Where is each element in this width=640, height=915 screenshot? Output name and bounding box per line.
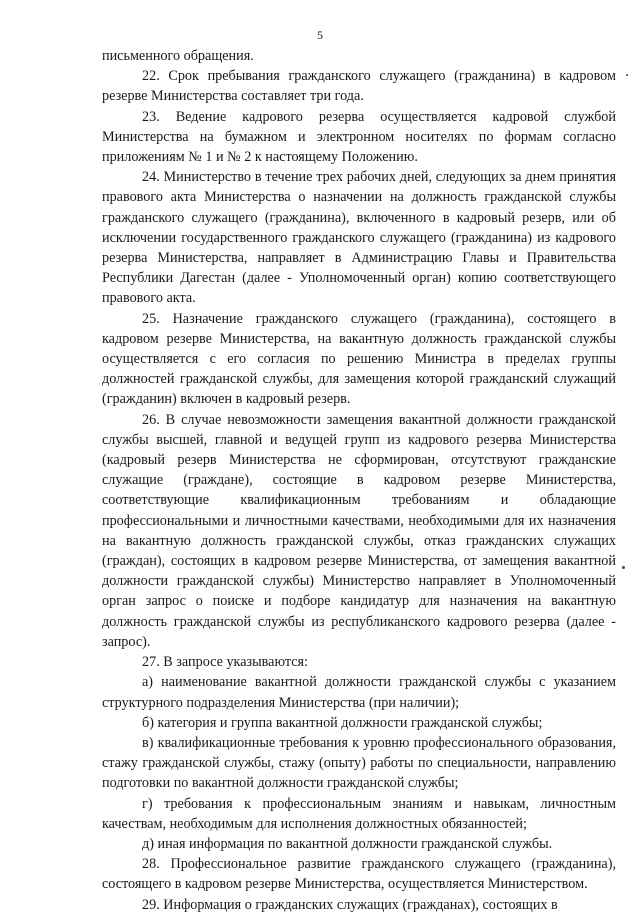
scan-speck	[622, 566, 625, 569]
paragraph-24: 24. Министерство в течение трех рабочих дней, следующих за днем принятия правового акта Министерства о назначении на должность гражданской службы гражданского служащего (гражданина), включенного в кадровый резерв, или об исключении государственного гражданского служащего (гражданина) из кадрового резерва Министерства, направляет в Администрацию Главы и Правительства Республики Дагестан (далее - Уполномоченный орган) копию соответствующего правового акта.	[102, 169, 616, 307]
paragraph-27-d: д) иная информация по вакантной должности гражданской службы.	[142, 835, 553, 852]
paragraph-22: 22. Срок пребывания гражданского служащего (гражданина) в кадровом резерве Министерства составляет три года.	[102, 68, 616, 105]
paragraph-29: 29. Информация о гражданских служащих (гражданах), состоящих в	[142, 896, 558, 913]
paragraph-25: 25. Назначение гражданского служащего (гражданина), состоящего в кадровом резерве Министерства, на вакантную должность гражданской службы осуществляется с его согласия по решению Министра в пределах группы должностей гражданской службы, для замещения которой гражданский служащий (гражданин) включен в кадровый резерв.	[102, 310, 616, 408]
paragraph-27-a: а) наименование вакантной должности гражданской службы с указанием структурного подразделения Министерства (при наличии);	[102, 674, 616, 711]
page-number: 5	[317, 28, 323, 42]
paragraph-continuation: письменного обращения.	[102, 48, 254, 64]
paragraph-27-v: в) квалификационные требования к уровню профессионального образования, стажу гражданской службы, стажу (опыту) работы по специальности, направлению подготовки по вакантной должности гражданской службы;	[102, 734, 616, 792]
paragraph-23: 23. Ведение кадрового резерва осуществляется кадровой службой Министерства на бумажном и электронном носителях по формам согласно приложениям № 1 и № 2 к настоящему Положению.	[102, 108, 616, 166]
paragraph-27-b: б) категория и группа вакантной должности гражданской службы;	[142, 714, 543, 731]
paragraph-26: 26. В случае невозможности замещения вакантной должности гражданской службы высшей, главной и ведущей групп из кадрового резерва Министерства (кадровый резерв Министерства не сформирован, отсутствуют гражданские служащие (граждане), состоящие в кадровом резерве Министерства, соответствующие квалификационным требованиям и обладающие профессиональными и личностными качествами, необходимыми для их назначения на вакантную должность гражданской службы, отказ гражданских служащих (граждан), состоящих в кадровом резерве Министерства, от замещения вакантной должности гражданской службы) Министерство направляет в Уполномоченный орган запрос о поиске и подборе кандидатур для назначения на вакантную должность гражданской службы из республиканского кадрового резерва (далее - запрос).	[102, 411, 616, 650]
paragraph-27: 27. В запросе указываются:	[142, 654, 309, 671]
paragraph-28: 28. Профессиональное развитие гражданского служащего (гражданина), состоящего в кадровом резерве Министерства, осуществляется Министерством.	[102, 856, 616, 893]
document-body	[102, 46, 616, 915]
paragraph-27-g: г) требования к профессиональным знаниям и навыкам, личностным качествам, необходимым для исполнения должностных обязанностей;	[102, 795, 616, 832]
scan-speck	[626, 74, 628, 76]
